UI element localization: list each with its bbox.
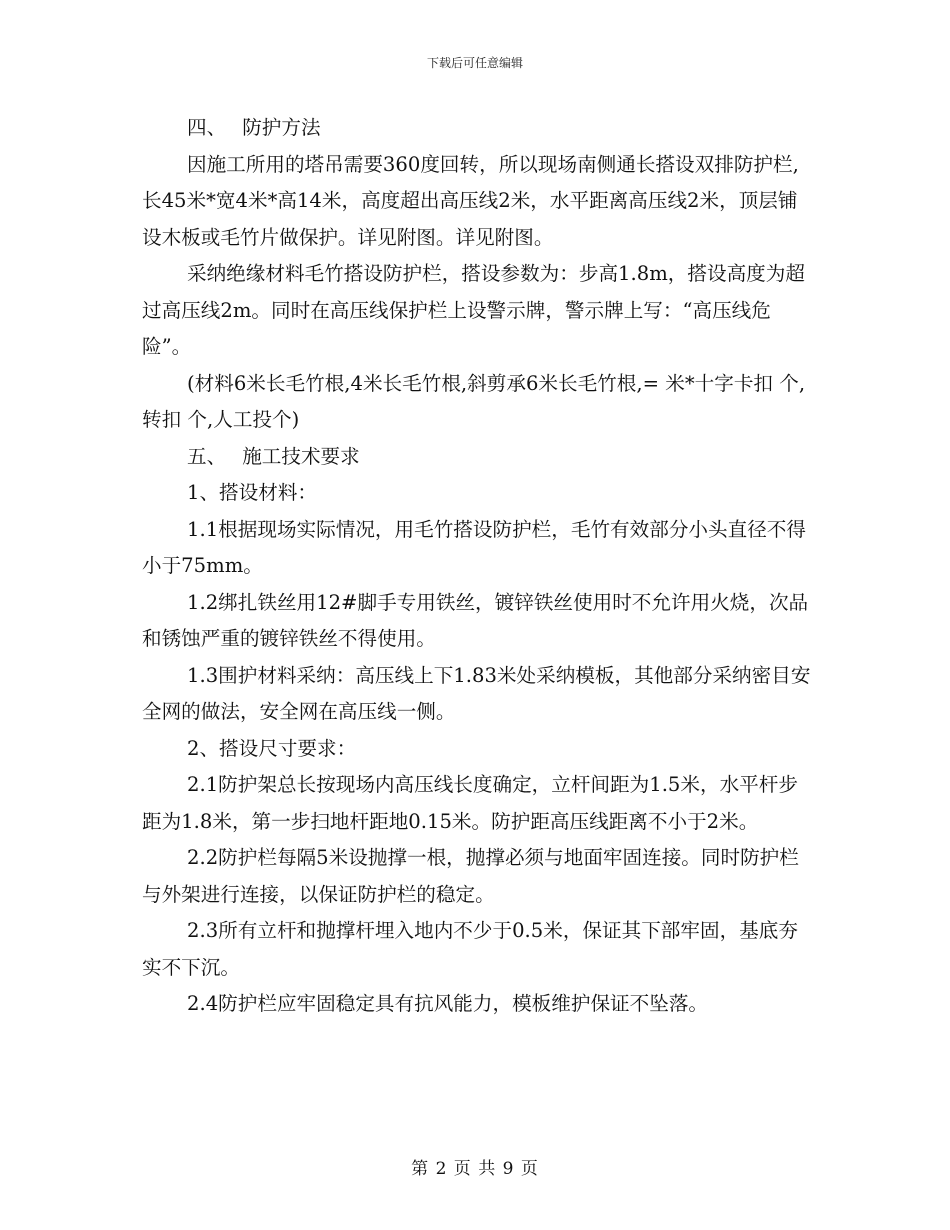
paragraph: (材料6米长毛竹根,4米长毛竹根,斜剪承6米长毛竹根,= 米*十字卡扣 个,转扣 个,人工投个) — [142, 371, 806, 431]
paragraph: 1.2绑扎铁丝用12#脚手专用铁丝，镀锌铁丝使用时不允许用火烧，次品和锈蚀严重的镀锌铁丝不得使用。 — [142, 590, 809, 650]
paragraph: 2.4防护栏应牢固稳定具有抗风能力，模板维护保证不坠落。 — [187, 992, 709, 1015]
paragraph: 1.1根据现场实际情况，用毛竹搭设防护栏，毛竹有效部分小头直径不得小于75mm。 — [142, 517, 806, 577]
subsection-heading: 1、搭设材料： — [187, 481, 318, 504]
section-title: 施工技术要求 — [242, 444, 360, 468]
section-heading-5 — [142, 439, 814, 476]
page-footer: 第 2 页 共 9 页 — [411, 1159, 539, 1179]
paragraph: 1.3围护材料采纳：高压线上下1.83米处采纳模板，其他部分采纳密目安全网的做法，安全网在高压线一侧。 — [142, 663, 811, 723]
section-heading-4 — [142, 110, 814, 147]
section-number: 五、 — [187, 444, 227, 468]
paragraph: 2.1防护架总长按现场内高压线长度确定，立杆间距为1.5米，水平杆步距为1.8米，第一步扫地杆距地0.15米。防护距高压线距离不小于2米。 — [142, 773, 798, 833]
subsection-heading: 2、搭设尺寸要求： — [187, 736, 357, 760]
paragraph: 因施工所用的塔吊需要360度回转，所以现场南侧通长搭设双排防护栏,长45米*宽4米*高14米，高度超出高压线2米，水平距离高压线2米，顶层铺设木板或毛竹片做保护。详见附图。详见附图。 — [142, 152, 799, 249]
paragraph: 2.3所有立杆和抛撑杆埋入地内不少于0.5米，保证其下部牢固，基底夯实不下沉。 — [142, 919, 798, 979]
paragraph: 采纳绝缘材料毛竹搭设防护栏，搭设参数为：步高1.8m，搭设高度为超过高压线2m。同时在高压线保护栏上设警示牌，警示牌上写：“高压线危险”。 — [142, 262, 805, 358]
page-header: 下载后可任意编辑 — [426, 56, 523, 70]
document-body — [142, 110, 814, 1023]
paragraph: 2.2防护栏每隔5米设抛撑一根，抛撑必须与地面牢固连接。同时防护栏与外架进行连接，以保证防护栏的稳定。 — [142, 846, 799, 906]
section-number: 四、 — [187, 116, 227, 139]
section-title: 防护方法 — [242, 116, 321, 139]
